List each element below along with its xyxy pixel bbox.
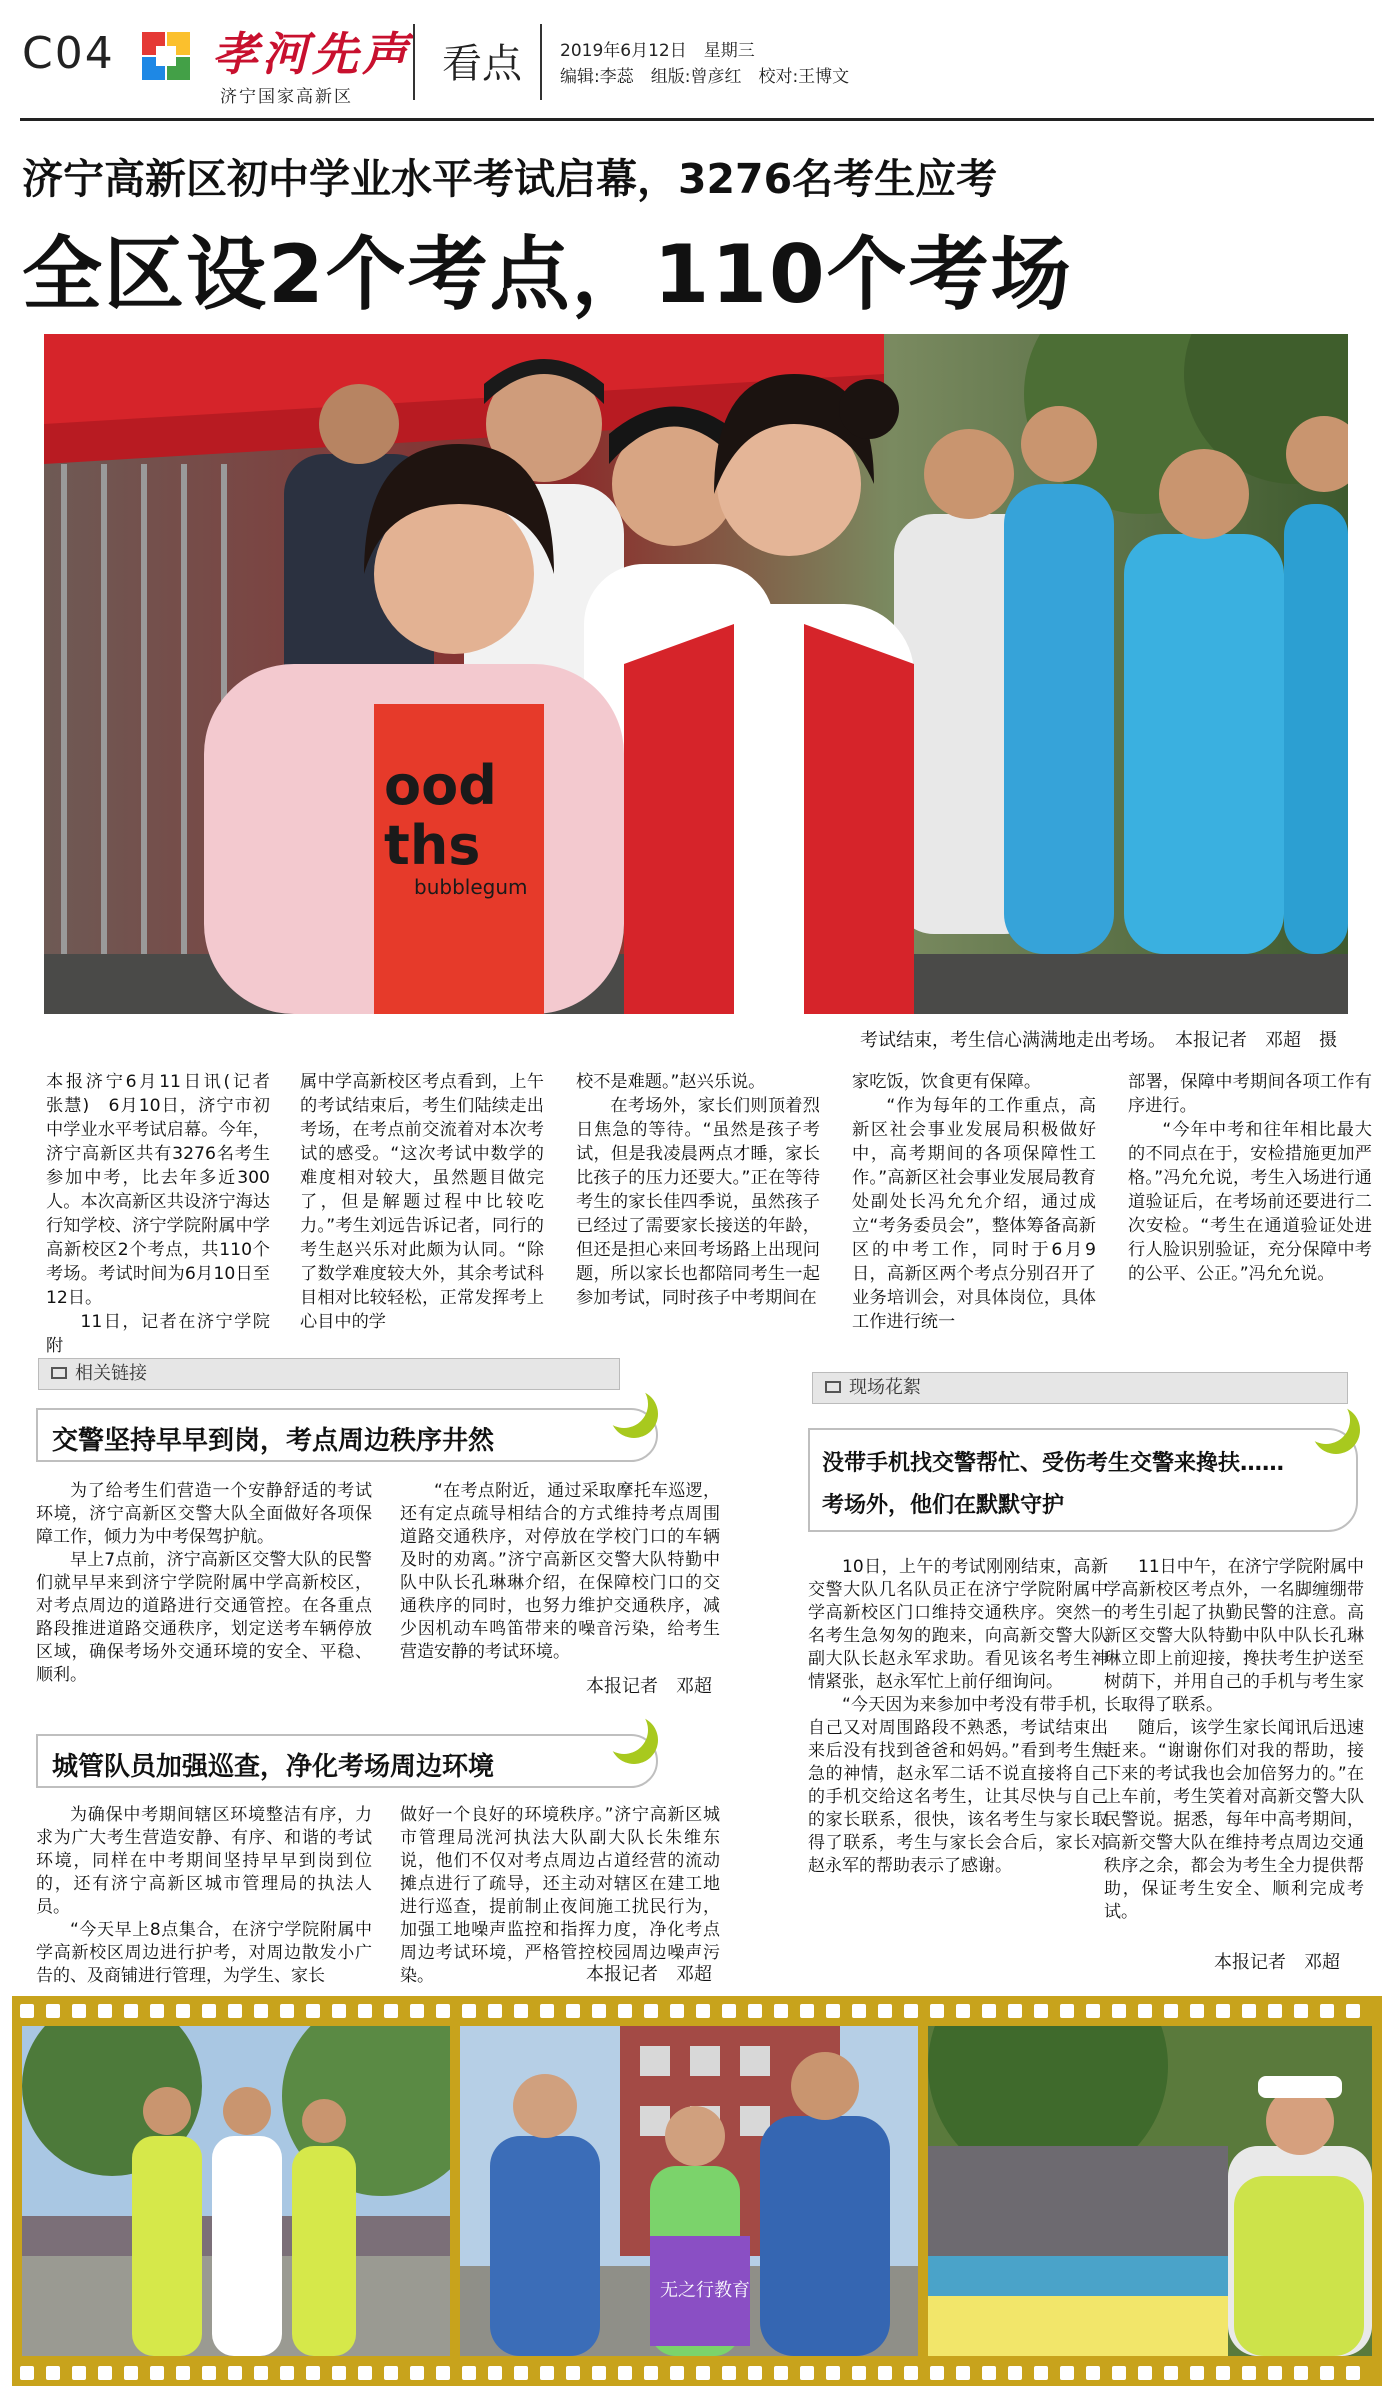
film-hole	[1138, 2004, 1152, 2018]
article-column-1	[46, 1070, 288, 1358]
film-hole	[72, 2004, 86, 2018]
film-hole	[202, 2004, 216, 2018]
film-hole	[332, 2004, 346, 2018]
film-holes-top	[12, 1996, 1382, 2024]
film-hole	[306, 2366, 320, 2380]
kicker-headline: 济宁高新区初中学业水平考试启幕，3276名考生应考	[22, 155, 998, 203]
story-title-box	[36, 1408, 658, 1462]
film-hole	[1034, 2366, 1048, 2380]
film-hole	[852, 2366, 866, 2380]
film-hole	[722, 2366, 736, 2380]
film-hole	[1034, 2004, 1048, 2018]
film-hole	[306, 2004, 320, 2018]
film-hole	[1320, 2366, 1334, 2380]
film-hole	[696, 2004, 710, 2018]
paper-name: 孝河先声	[212, 27, 412, 81]
film-hole	[20, 2004, 34, 2018]
story-paragraph: 为确保中考期间辖区环境整洁有序，力求为广大考生营造安静、有序、和谐的考试环境，同样在中考期间坚持早早到岗到位的，还有济宁高新区城市管理局的执法人员。	[36, 1805, 372, 1917]
story-title-box	[36, 1734, 658, 1788]
story-title: 交警坚持早早到岗，考点周边秩序井然	[52, 1426, 495, 1456]
film-hole	[1086, 2004, 1100, 2018]
film-hole	[98, 2366, 112, 2380]
moon-icon	[600, 1380, 648, 1428]
students-exiting-photo	[44, 334, 1348, 1014]
film-hole	[826, 2004, 840, 2018]
film-strip	[12, 1996, 1382, 2386]
film-hole	[540, 2004, 554, 2018]
film-hole	[98, 2004, 112, 2018]
film-hole	[488, 2004, 502, 2018]
paper-subtitle: 济宁国家高新区	[220, 87, 353, 107]
film-hole	[1060, 2004, 1074, 2018]
story-paragraph: 早上7点前，济宁高新区交警大队的民警们就早早来到济宁学院附属中学高新校区，对考点周边的道路进行交通管控。在各重点路段推进道路交通秩序，划定送考车辆停放区域，确保考场外交通环境的安全、平稳、顺利。	[36, 1550, 372, 1685]
moon-icon	[600, 1706, 648, 1754]
film-hole	[826, 2366, 840, 2380]
film-hole	[1242, 2004, 1256, 2018]
story-paragraph: 做好一个良好的环境秩序。”济宁高新区城市管理局洸河执法大队副大队长朱维东说，他们不仅对考点周边占道经营的流动摊点进行了疏导，还主动对辖区在建工地进行巡查，提前制止夜间施工扰民行为，加强工地噪声监控和指挥力度，净化考点周边考试环境，严格管控校园周边噪声污染。	[400, 1805, 720, 1986]
story1-column-a	[36, 1480, 372, 1687]
film-hole	[618, 2004, 632, 2018]
scene-title-box	[808, 1428, 1358, 1532]
story-paragraph: 为了给考生们营造一个安静舒适的考试环境，济宁高新区交警大队全面做好各项保障工作，倾力为中考保驾护航。	[36, 1481, 372, 1547]
main-headline: 全区设2个考点，110个考场	[22, 228, 1073, 321]
film-hole	[384, 2004, 398, 2018]
film-hole	[46, 2004, 60, 2018]
film-hole	[410, 2366, 424, 2380]
film-hole	[982, 2366, 996, 2380]
story-paragraph: “今天早上8点集合，在济宁学院附属中学高新校区周边进行护考，对周边散发小广告的、及商铺进行管理，为学生、家长	[36, 1920, 372, 1986]
film-hole	[800, 2004, 814, 2018]
film-hole	[566, 2004, 580, 2018]
film-hole	[644, 2366, 658, 2380]
shirt-text: ood	[384, 754, 497, 817]
film-hole	[1086, 2366, 1100, 2380]
story-title: 城管队员加强巡查，净化考场周边环境	[52, 1752, 495, 1782]
film-hole	[1346, 2366, 1360, 2380]
film-hole	[930, 2004, 944, 2018]
film-hole	[800, 2366, 814, 2380]
film-hole	[878, 2004, 892, 2018]
film-hole	[46, 2366, 60, 2380]
film-hole	[1216, 2366, 1230, 2380]
bag-text: 无之行教育	[660, 2280, 750, 2301]
film-hole	[1138, 2366, 1152, 2380]
film-hole	[410, 2004, 424, 2018]
film-hole	[176, 2004, 190, 2018]
story-byline: 本报记者 邓超	[586, 1676, 712, 1697]
film-hole	[878, 2366, 892, 2380]
film-hole	[254, 2004, 268, 2018]
film-hole	[514, 2366, 528, 2380]
scene-tab	[812, 1372, 1348, 1404]
film-hole	[358, 2366, 372, 2380]
scene-byline: 本报记者 邓超	[1214, 1952, 1340, 1973]
film-hole	[436, 2004, 450, 2018]
film-hole	[462, 2004, 476, 2018]
article-column-3	[576, 1070, 820, 1310]
masthead-divider	[413, 24, 415, 100]
film-hole	[618, 2366, 632, 2380]
film-hole	[748, 2366, 762, 2380]
film-hole	[644, 2004, 658, 2018]
film-hole	[514, 2004, 528, 2018]
article-column-2	[300, 1070, 544, 1334]
film-hole	[670, 2004, 684, 2018]
film-hole	[852, 2004, 866, 2018]
related-links-tab	[38, 1358, 620, 1390]
film-hole	[904, 2004, 918, 2018]
film-hole	[1320, 2004, 1334, 2018]
film-hole	[1242, 2366, 1256, 2380]
film-hole	[1294, 2366, 1308, 2380]
film-hole	[1164, 2366, 1178, 2380]
film-hole	[1268, 2004, 1282, 2018]
film-hole	[774, 2366, 788, 2380]
film-hole	[748, 2004, 762, 2018]
editor-credits: 编辑:李蕊 组版:曾彦红 校对:王博文	[560, 67, 850, 87]
film-hole	[462, 2366, 476, 2380]
film-hole	[280, 2366, 294, 2380]
film-hole	[228, 2366, 242, 2380]
film-hole	[280, 2004, 294, 2018]
film-hole	[228, 2004, 242, 2018]
film-hole	[1112, 2366, 1126, 2380]
scene-paragraph: “今天因为来参加中考没有带手机，自己又对周围路段不熟悉，考试结束出来后没有找到爸爸和妈妈。”看到考生焦急的神情，赵永军二话不说直接将自己的手机交给这名考生，让其尽快与自己的家长联系，很快，该名考生与家长取得了联系，考生与家长会合后，家长对赵永军的帮助表示了感谢。	[808, 1695, 1108, 1876]
story-byline: 本报记者 邓超	[586, 1964, 712, 1985]
film-hole	[540, 2366, 554, 2380]
film-hole	[254, 2366, 268, 2380]
film-hole	[150, 2366, 164, 2380]
square-icon	[51, 1367, 67, 1379]
article-paragraph: 部署，保障中考期间各项工作有序进行。	[1128, 1072, 1372, 1116]
film-hole	[358, 2004, 372, 2018]
film-hole	[1164, 2004, 1178, 2018]
film-hole	[1190, 2366, 1204, 2380]
film-hole	[1346, 2004, 1360, 2018]
scene-tab-label: 现场花絮	[849, 1377, 921, 1398]
film-hole	[1008, 2366, 1022, 2380]
film-hole	[774, 2004, 788, 2018]
film-hole	[1190, 2004, 1204, 2018]
article-paragraph: 校不是难题。”赵兴乐说。	[576, 1072, 766, 1092]
film-hole	[904, 2366, 918, 2380]
film-hole	[592, 2366, 606, 2380]
film-hole	[566, 2366, 580, 2380]
paper-logo-icon	[140, 30, 192, 82]
article-paragraph: 11日，记者在济宁学院附	[46, 1312, 270, 1356]
film-hole	[722, 2004, 736, 2018]
article-paragraph: “今年中考和往年相比最大的不同点在于，安检措施更加严格。”冯允允说，考生入场进行通道验证后，在考场前还要进行二次安检。“考生在通道验证处进行人脸识别验证，充分保障中考的公平、公正。”冯允允说。	[1128, 1120, 1372, 1284]
film-hole	[1268, 2366, 1282, 2380]
film-hole	[488, 2366, 502, 2380]
film-hole	[384, 2366, 398, 2380]
film-hole	[592, 2004, 606, 2018]
scene-title-line1: 没带手机找交警帮忙、受伤考生交警来搀扶……	[822, 1451, 1285, 1476]
film-hole	[202, 2366, 216, 2380]
scene-column-b	[1104, 1556, 1364, 1924]
film-hole	[1008, 2004, 1022, 2018]
story-paragraph: “在考点附近，通过采取摩托车巡逻，还有定点疏导相结合的方式维持考点周围道路交通秩序，对停放在学校门口的车辆及时的劝离。”济宁高新区交警大队特勤中队中队长孔琳琳介绍，在保障校门口的交通秩序的同时，也努力维护交通秩序，减少因机动车鸣笛带来的噪音污染，给考生营造安静的考试环境。	[400, 1481, 720, 1662]
film-hole	[982, 2004, 996, 2018]
square-icon	[825, 1381, 841, 1393]
film-hole	[670, 2366, 684, 2380]
shirt-text: ths	[384, 814, 481, 877]
scene-title-line2: 考场外，他们在默默守护	[822, 1493, 1065, 1518]
article-paragraph: 属中学高新校区考点看到，上午的考试结束后，考生们陆续走出考场，在考点前交流着对本次考试的感受。“这次考试中数学的难度相对较大，虽然题目做完了，但是解题过程中比较吃力。”考生刘远告诉记者，同行的考生赵兴乐对此颇为认同。“除了数学难度较大外，其余考试科目相对比较轻松，正常发挥考上心目中的学	[300, 1072, 544, 1332]
scene-column-a	[808, 1556, 1108, 1878]
film-hole	[1112, 2004, 1126, 2018]
film-hole	[696, 2366, 710, 2380]
page-number: C04	[22, 28, 115, 79]
film-hole	[1216, 2004, 1230, 2018]
section-name: 看点	[442, 41, 522, 87]
article-column-4	[852, 1070, 1096, 1334]
film-hole	[124, 2004, 138, 2018]
main-photo	[44, 334, 1348, 1014]
film-hole	[20, 2366, 34, 2380]
article-column-5	[1128, 1070, 1372, 1286]
article-paragraph: 家吃饭，饮食更有保障。	[852, 1072, 1042, 1092]
moon-icon	[1302, 1396, 1350, 1444]
film-hole	[72, 2366, 86, 2380]
scene-paragraph: 11日中午，在济宁学院附属中学高新校区考点外，一名脚缠绷带的考生引起了执勤民警的注意。高新区交警大队特勤中队中队长孔琳琳立即上前迎接，搀扶考生护送至树荫下，并用自己的手机与考生家长取得了联系。	[1104, 1557, 1364, 1715]
photo-city-management	[460, 2026, 918, 2356]
scene-paragraph: 随后，该学生家长闻讯后迅速赶来。“谢谢你们对我的帮助，接下来的考试我也会加倍努力的。”在上车前，考生笑着对高新交警大队民警说。据悉，每年中高考期间，高新交警大队在维持考点周边交通秩序之余，都会为考生全力提供帮助，保证考生安全、顺利完成考试。	[1104, 1718, 1364, 1922]
masthead-divider	[540, 24, 542, 100]
film-hole	[176, 2366, 190, 2380]
film-hole	[150, 2004, 164, 2018]
related-links-label: 相关链接	[75, 1363, 147, 1384]
photo-exam-gate	[928, 2026, 1372, 2356]
film-hole	[436, 2366, 450, 2380]
photo-traffic-police	[22, 2026, 450, 2356]
article-paragraph: 在考场外，家长们则顶着烈日焦急的等待。“虽然是孩子考试，但是我凌晨两点才睡，家长比孩子的压力还要大。”正在等待考生的家长佳四季说，虽然孩子已经过了需要家长接送的年龄，但还是担心来回考场路上出现问题，所以家长也都陪同考生一起参加考试，同时孩子中考期间在	[576, 1096, 820, 1308]
photo-caption: 考试结束，考生信心满满地走出考场。 本报记者 邓超 摄	[860, 1030, 1337, 1051]
article-paragraph: “作为每年的工作重点，高新区社会事业发展局积极做好中，高考期间的各项保障性工作。”高新区社会事业发展局教育处副处长冯允允介绍，通过成立“考务委员会”，整体筹备高新区的中考工作，同时于6月9日，高新区两个考点分别召开了业务培训会，对具体岗位，具体工作进行统一	[852, 1096, 1096, 1332]
story1-column-b	[400, 1480, 720, 1664]
masthead-rule	[20, 118, 1374, 121]
issue-date: 2019年6月12日 星期三	[560, 41, 755, 61]
film-hole	[930, 2366, 944, 2380]
story2-column-a	[36, 1804, 372, 1988]
film-hole	[1060, 2366, 1074, 2380]
scene-paragraph: 10日，上午的考试刚刚结束，高新交警大队几名队员正在济宁学院附属中学高新校区门口维持交通秩序。突然一名考生急匆匆的跑来，向高新交警大队副大队长赵永军求助。看见该名考生神情紧张，赵永军忙上前仔细询问。	[808, 1557, 1108, 1692]
film-holes-bottom	[12, 2358, 1382, 2386]
film-hole	[1294, 2004, 1308, 2018]
shirt-text: bubblegum	[414, 875, 528, 899]
film-hole	[332, 2366, 346, 2380]
film-hole	[956, 2366, 970, 2380]
film-hole	[956, 2004, 970, 2018]
article-paragraph: 本报济宁6月11日讯(记者 张慧) 6月10日，济宁市初中学业水平考试启幕。今年，济宁高新区共有3276名考生参加中考，比去年多近300人。本次高新区共设济宁海达行知学校、济宁学院附属中学高新校区2个考点，共110个考场。考试时间为6月10日至12日。	[46, 1072, 288, 1308]
film-hole	[124, 2366, 138, 2380]
